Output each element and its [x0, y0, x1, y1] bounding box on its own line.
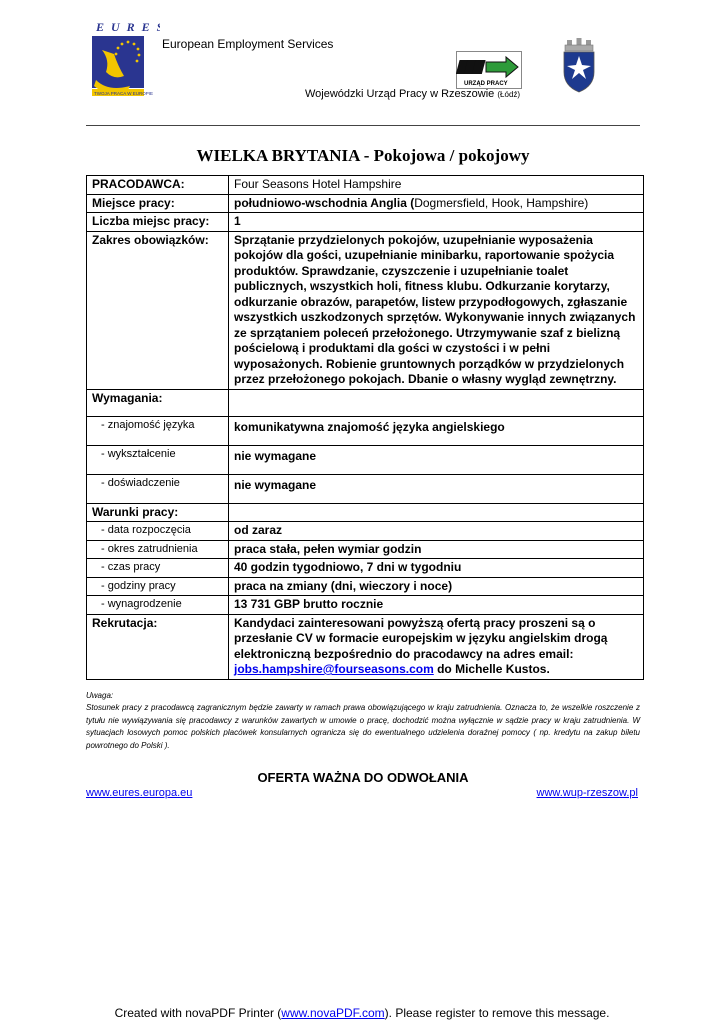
location-value-rest: Dogmersfield, Hook, Hampshire)	[414, 195, 589, 210]
salary-label: - wynagrodzenie	[87, 596, 229, 615]
employer-label: PRACODAWCA:	[87, 176, 229, 195]
start-label: - data rozpoczęcia	[87, 522, 229, 541]
conditions-value	[229, 503, 644, 522]
conditions-label: Warunki pracy:	[87, 503, 229, 522]
duties-line: ze sprzątaniem poleceń przełożonego. Utrzymywanie szaf z bielizną	[234, 325, 621, 340]
row-period	[87, 540, 644, 559]
location-label: Miejsce pracy:	[87, 194, 229, 213]
duties-line: produktów. Sprawdzanie, czyszczenie i uzupełnianie toalet	[234, 263, 569, 278]
hours-label: - godziny pracy	[87, 577, 229, 596]
start-value: od zaraz	[229, 522, 644, 541]
duties-line: publicznych, wszystkich holi, fitness klubu. Odkurzanie korytarzy,	[234, 279, 610, 293]
positions-label: Liczba miejsc pracy:	[87, 213, 229, 232]
row-employer	[87, 176, 644, 195]
duties-line: pokojów dla gości, uzupełnianie minibarku, raportowanie spożycia	[234, 248, 615, 262]
requirements-value	[229, 389, 644, 416]
row-location	[87, 194, 644, 213]
hours-value: praca na zmiany (dni, wieczory i noce)	[229, 577, 644, 596]
salary-value: 13 731 GBP brutto rocznie	[229, 596, 644, 615]
recruitment-email-link[interactable]: jobs.hampshire@fourseasons.com	[234, 662, 434, 676]
offer-table	[86, 175, 644, 680]
duties-value	[229, 231, 644, 389]
period-value: praca stała, pełen wymiar godzin	[229, 540, 644, 559]
wup-link[interactable]: www.wup-rzeszow.pl	[536, 787, 638, 799]
employer-value: Four Seasons Hotel Hampshire	[229, 176, 644, 195]
duties-line: przez przełożonego pokojach. Dbanie o własny wygląd zewnętrzny.	[234, 372, 617, 386]
row-requirements	[87, 389, 644, 416]
footer-after: ). Please register to remove this message.	[384, 1006, 610, 1020]
duties-line: wyposażonych. Robienie gruntownych porządków w przydzielonych	[234, 356, 625, 371]
footer-watermark	[0, 1006, 724, 1020]
experience-label: - doświadczenie	[87, 474, 229, 503]
duties-line: Sprzątanie przydzielonych pokojów, uzupełnianie wyposażenia	[234, 232, 593, 247]
page-title: WIELKA BRYTANIA - Pokojowa / pokojowy	[196, 146, 530, 165]
eures-link[interactable]: www.eures.europa.eu	[86, 787, 193, 799]
recruitment-label: Rekrutacja:	[87, 614, 229, 679]
experience-value: nie wymagane	[229, 474, 644, 503]
recruitment-line: przesłanie CV w formacie europejskim w języku angielskim drogą	[234, 631, 608, 645]
row-time	[87, 559, 644, 578]
note-text: Stosunek pracy z pracodawcą zagranicznym będzie zawarty w ramach prawa obowiązującego w kraju zatrudnienia. Oznacza to, że wszelkie roszczenie z tytułu nie wywiązywania się pracodawcy z warunków zawartych w umowie o pracę, dochodzić można wyłącznie w sądzie pracy w kraju zatrudnienia. W sytuacjach losowych pomoc polskich placówek konsularnych ogranicza się do ewentualnego udzielenia doraźnej pomocy ( np. kredytu na zakup biletu powrotnego do Polski ).	[86, 703, 640, 750]
note-label: Uwaga:	[86, 691, 114, 700]
duties-line: pościelową i produktami dla gości w czystości i w pełni	[234, 341, 551, 355]
row-recruitment	[87, 614, 644, 679]
validity-notice: OFERTA WAŻNA DO ODWOŁANIA	[257, 770, 469, 785]
recruitment-line: elektroniczną bezpośrednio do pracodawcy na adres email:	[234, 646, 574, 661]
time-value: 40 godzin tygodniowo, 7 dni w tygodniu	[229, 559, 644, 578]
row-start	[87, 522, 644, 541]
positions-value: 1	[229, 213, 644, 232]
duties-line: odkurzanie obrazów, parapetów, listew przypodłogowych, zgłaszanie	[234, 294, 628, 309]
language-label: - znajomość języka	[87, 416, 229, 445]
language-value: komunikatywna znajomość języka angielskiego	[229, 416, 644, 445]
eures-logo-icon	[88, 20, 160, 98]
row-positions	[87, 213, 644, 232]
office-name	[305, 88, 520, 100]
office-name-text: Wojewódzki Urząd Pracy w Rzeszowie	[305, 88, 495, 100]
wup-logo-text: URZĄD PRACY	[464, 81, 508, 87]
time-label: - czas pracy	[87, 559, 229, 578]
period-label: - okres zatrudnienia	[87, 540, 229, 559]
recruitment-value	[229, 614, 644, 679]
location-value	[229, 194, 644, 213]
row-duties	[87, 231, 644, 389]
location-value-bold: południowo-wschodnia Anglia (	[234, 195, 415, 210]
row-salary	[87, 596, 644, 615]
education-label: - wykształcenie	[87, 445, 229, 474]
education-value: nie wymagane	[229, 445, 644, 474]
eures-logo-text: E U R E S	[96, 20, 160, 34]
wup-logo-icon	[456, 51, 522, 89]
novapdf-link[interactable]: www.novaPDF.com	[281, 1006, 385, 1020]
row-conditions	[87, 503, 644, 522]
row-experience	[87, 474, 644, 503]
coat-of-arms-icon	[561, 38, 597, 96]
recruitment-line: Kandydaci zainteresowani powyższą ofertą pracy proszeni są o	[234, 615, 596, 630]
recruitment-line-email	[234, 662, 638, 678]
header-divider	[86, 125, 640, 126]
eures-logo-slogan: TWOJA PRACA W EUROPIE	[94, 91, 154, 96]
org-name: European Employment Services	[162, 37, 334, 51]
row-hours	[87, 577, 644, 596]
requirements-label: Wymagania:	[87, 389, 229, 416]
office-city: (Łódź)	[497, 90, 521, 99]
row-language	[87, 416, 644, 445]
footer-before: Created with novaPDF Printer (	[114, 1006, 282, 1020]
row-education	[87, 445, 644, 474]
duties-line: wszystkich uszkodzonych sprzętów. Wykonywanie innych związanych	[234, 310, 636, 324]
recruitment-tail: do Michelle Kustos.	[433, 662, 550, 676]
duties-label: Zakres obowiązków:	[87, 231, 229, 389]
